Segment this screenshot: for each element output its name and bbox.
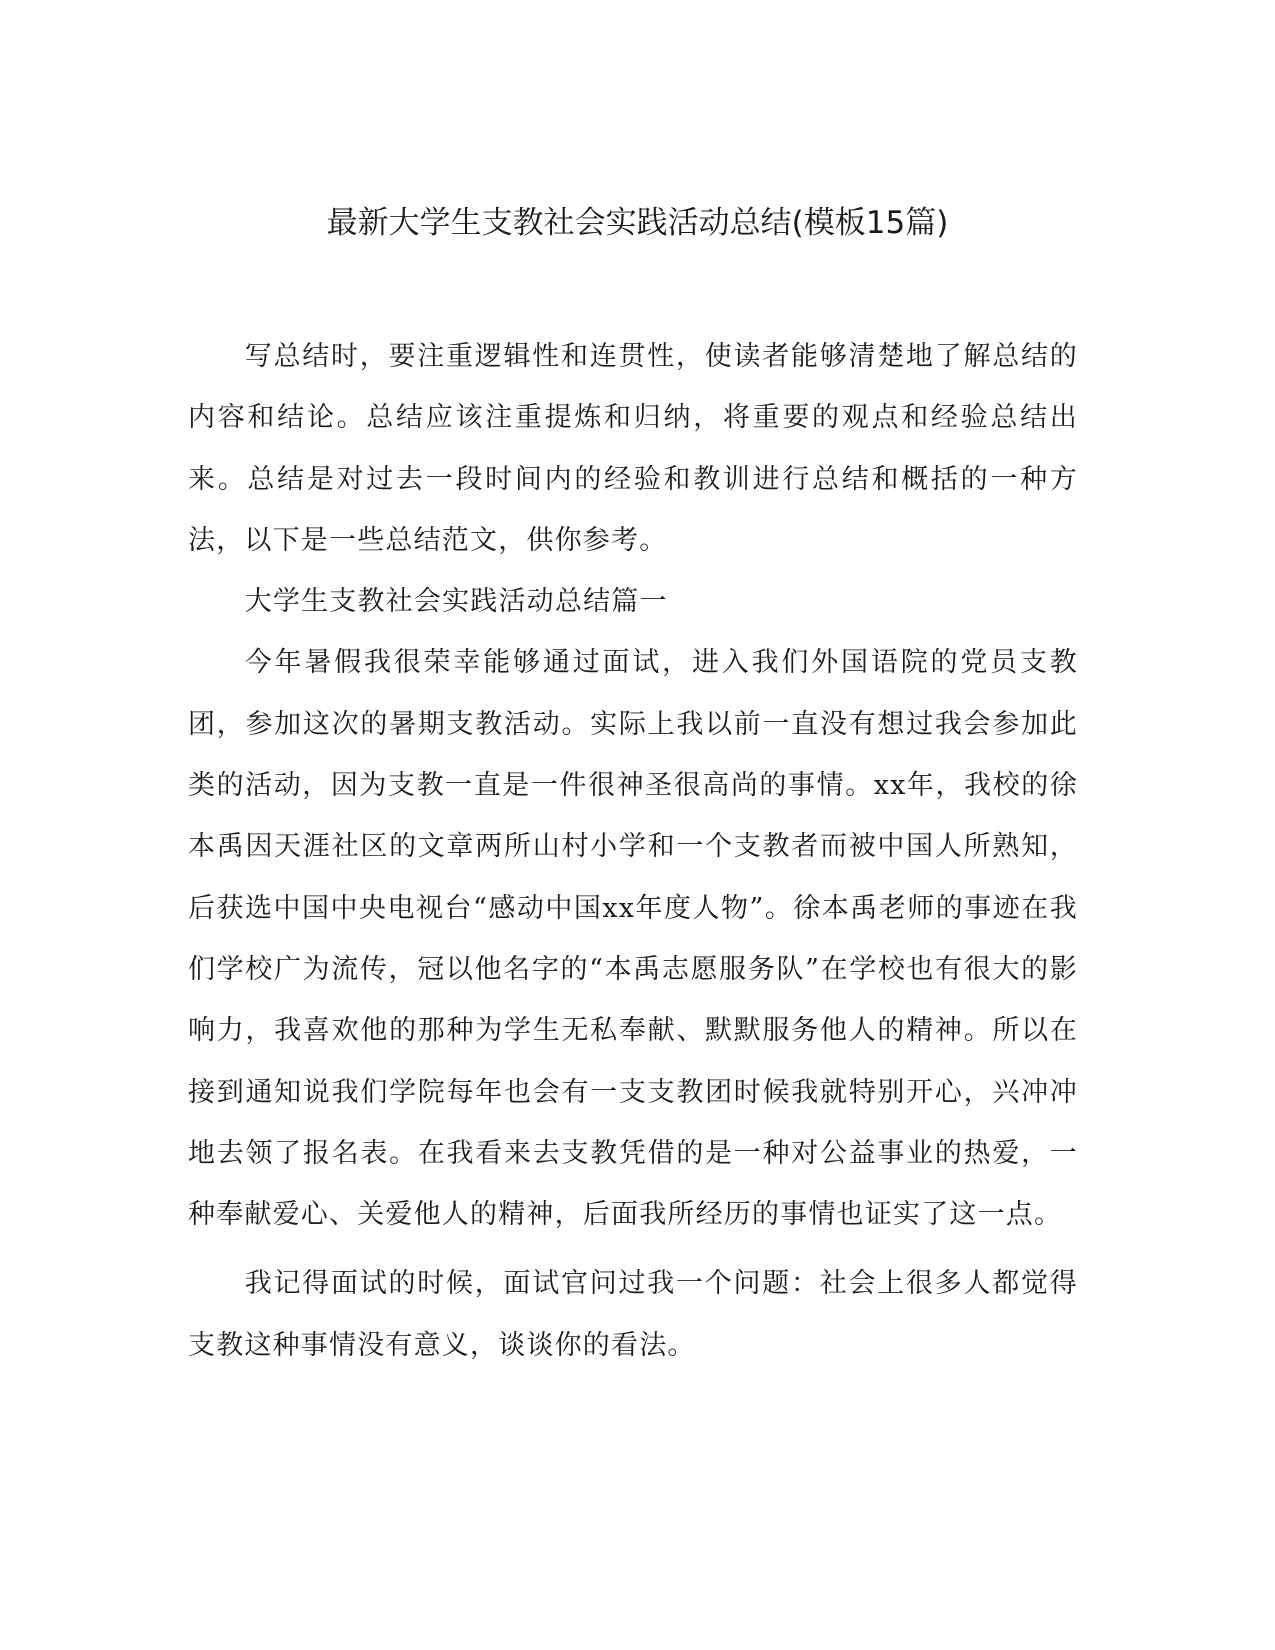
paragraph-body: 我记得面试的时候，面试官问过我一个问题：社会上很多人都觉得支教这种事情没有意义，谈谈你的看法。 xyxy=(188,1268,1078,1361)
paragraph-body: 今年暑假我很荣幸能够通过面试，进入我们外国语院的党员支教团，参加这次的暑期支教活动。实际上我以前一直没有想过我会参加此类的活动，因为支教一直是一件很神圣很高尚的事情。xx年，我校的徐本禹因天涯社区的文章两所山村小学和一个支教者而被中国人所熟知，后获选中国中央电视台“感动中国xx年度人物”。徐本禹老师的事迹在我们学校广为流传，冠以他名字的“本禹志愿服务队”在学校也有很大的影响力，我喜欢他的那种为学生无私奉献、默默服务他人的精神。所以在接到通知说我们学院每年也会有一支支教团时候我就特别开心，兴冲冲地去领了报名表。在我看来去支教凭借的是一种对公益事业的热爱，一种奉献爱心、关爱他人的精神，后面我所经历的事情也证实了这一点。 xyxy=(188,647,1078,1231)
section-heading: 大学生支教社会实践活动总结篇一 xyxy=(244,586,668,618)
document-title: 最新大学生支教社会实践活动总结(模板15篇) xyxy=(326,205,949,241)
paragraph-intro: 写总结时，要注重逻辑性和连贯性，使读者能够清楚地了解总结的内容和结论。总结应该注重提炼和归纳，将重要的观点和经验总结出来。总结是对过去一段时间内的经验和教训进行总结和概括的一种方法，以下是一些总结范文，供你参考。 xyxy=(188,341,1078,556)
document-body xyxy=(188,326,1078,1376)
